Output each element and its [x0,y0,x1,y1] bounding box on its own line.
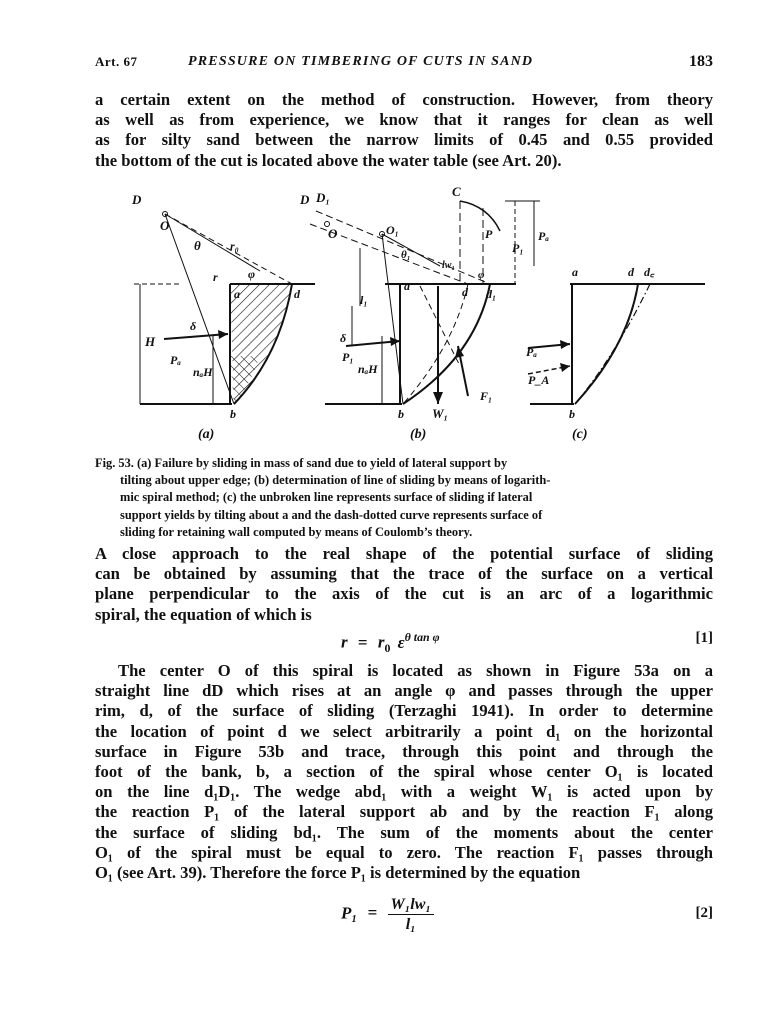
sliding-surface-coulomb-c [575,284,650,404]
label-a-b: a [404,279,410,293]
text-line: plane perpendicular to the axis of the cut is an arc of a logarithmic [95,584,713,604]
text-line: straight line dD which rises at an angle φ and passes through the upper [95,681,713,701]
panel-b-label: (b) [410,427,427,442]
label-naH-b: nₐH [358,362,378,376]
paragraph-spiral-center [95,661,713,883]
eq1-lhs: r [341,632,348,652]
label-D-a: D [132,192,142,207]
text-line: O₁ of the spiral must be equal to zero. The reaction F₁ passes through [95,842,713,862]
eq2-equals: = [367,903,378,923]
paragraph-spiral-intro [95,544,713,625]
figure-53-diagram [120,186,710,446]
arc-C-b [460,201,500,231]
label-b-a: b [230,407,236,421]
label-lw1-b: lw₁ [442,260,455,271]
label-naH-a: nₐH [193,365,213,379]
label-d-c: d [628,265,634,279]
radius-r-a [165,214,260,271]
text-line: rim, d, of the surface of sliding (Terzaghi 1941). In order to determine [95,701,713,721]
equation-2-number: [2] [695,905,713,921]
label-O-b: O [328,226,338,241]
label-theta1-b: θ₁ [401,249,411,261]
equation-2 [95,893,713,933]
label-Pa-b: Pₐ [538,229,549,243]
page-number: 183 [689,53,713,70]
label-dc-c: d꜀ [644,265,655,279]
label-b-b: b [398,407,404,421]
eq1-equals: = [357,632,368,652]
article-label: Art. 67 [95,54,138,69]
label-F1-b: F₁ [480,389,493,403]
panel-c-label: (c) [572,427,588,442]
label-H-a: H [145,334,156,349]
caption-line: Fig. 53. (a) Failure by sliding in mass of sand due to yield of lateral support by [95,456,508,470]
line-d1D1-b [316,211,490,284]
label-phi-a: φ [248,267,256,281]
eq1-r: r [377,632,385,652]
label-P1-top-b: P₁ [512,241,524,255]
panel-c [526,265,705,442]
eq2-numerator: W₁lw₁ [388,895,435,915]
caption-line: sliding for retaining wall computed by means of Coulomb’s theory. [120,524,473,539]
label-delta-a: δ [190,319,197,333]
label-W1-b: W₁ [432,406,449,421]
label-d1-b: d₁ [486,287,497,301]
text-line: on the line d₁D₁. The wedge abd₁ with a weight W₁ is acted upon by [95,782,713,802]
equation-1-number: [1] [695,630,713,646]
caption-line: support yields by tilting about a and the dash-dotted curve represents surface of [120,507,543,522]
label-a-c: a [572,265,578,279]
text-line: the reaction P₁ of the lateral support ab and by the reaction F₁ along [95,802,713,822]
equation-1-math [341,630,440,656]
figure-caption [95,455,715,541]
label-theta-a: θ [194,238,201,253]
text-line: O₁ (see Art. 39). Therefore the force P₁ is determined by the equation [95,863,581,883]
label-a-a: a [234,287,240,301]
force-Pa-arrow-a [164,334,228,339]
eq2-denominator: l₁ [405,916,416,933]
label-Pa-c: Pₐ [526,345,537,359]
text-line: as for silty sand between the narrow limits of 0.45 and 0.55 provided [95,130,713,150]
label-phi-b: φ [478,269,485,281]
label-P-b: P [485,227,493,241]
equation-1 [95,630,713,656]
eq1-sub-0: 0 [384,641,391,656]
text-line: surface in Figure 53b and trace, through this point and through the [95,741,713,761]
label-O1-b: O₁ [386,223,399,237]
label-delta-b: δ [340,331,347,345]
label-C-b: C [452,186,461,199]
label-r0-a: r₀ [230,239,239,253]
text-line: the bottom of the cut is located above the water table (see Art. 20). [95,150,562,170]
text-line: a certain extent on the method of construction. However, from theory [95,90,713,109]
line-dD-a [165,214,292,284]
panel-b [299,186,549,442]
label-d-a: d [294,287,300,301]
label-Pa-a: Pₐ [170,353,181,367]
running-title: PRESSURE ON TIMBERING OF CUTS IN SAND [188,54,534,69]
text-line: the surface of sliding bd₁. The sum of the moments about the center [95,822,713,842]
label-r-a: r [213,270,218,284]
running-header [95,54,713,76]
text-line: A close approach to the real shape of the potential surface of sliding [95,544,713,563]
label-D-b: D [300,192,310,207]
label-d-b: d [462,285,468,299]
text-line: can be obtained by assuming that the trace of the surface on a vertical [95,564,713,584]
text-line: foot of the bank, b, a section of the spiral whose center O₁ is located [95,762,713,782]
panel-a [131,192,315,442]
caption-line: mic spiral method; (c) the unbroken line represents surface of sliding if lateral [120,490,533,505]
eq2-lhs: P₁ [341,903,358,923]
label-O-a: O [160,218,170,233]
text-line: as well as from experience, we know that it ranges for clean as well [95,110,713,130]
figure-53 [120,186,710,446]
label-PA-c: P_A [528,373,550,387]
label-b-c: b [569,407,575,421]
text-line: spiral, the equation of which is [95,604,312,624]
trial-surface-b [403,284,468,404]
label-D1-b: D₁ [316,190,330,205]
text-line: The center O of this spiral is located as shown in Figure 53a on a [118,661,713,680]
text-line: the location of point d we select arbitrarily a point d₁ on the horizontal [95,721,713,741]
label-l1-b: l₁ [360,293,368,307]
equation-2-math [341,895,434,934]
eq1-exponent: θ tan φ [404,630,440,644]
paragraph-continuation [95,90,713,171]
label-P1-b: P₁ [342,350,354,364]
sliding-surface-solid-c [575,284,638,404]
panel-a-label: (a) [198,427,215,442]
caption-line: tilting about upper edge; (b) determination of line of sliding by means of logarith- [120,473,551,488]
eq2-fraction [388,895,435,934]
crosshatch-a [230,356,260,404]
eq1-epsilon: ε [397,632,405,652]
